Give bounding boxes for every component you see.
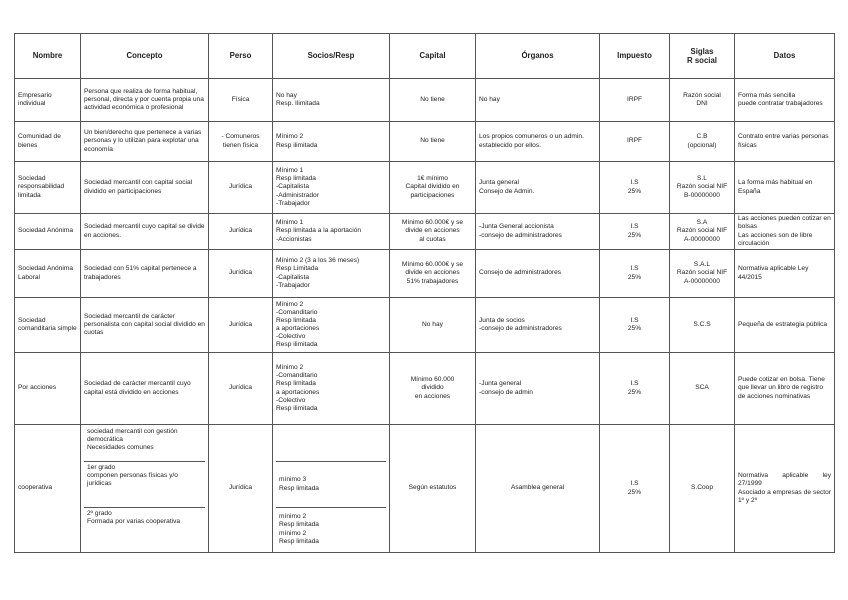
cell-line: 25% (627, 325, 642, 332)
cell-siglas: S.Coop (670, 425, 735, 553)
cell-line: Resp limitada (279, 521, 319, 529)
cell-line: La forma más habitual en España (738, 179, 813, 195)
cell-line: Resp. Ilimitada (276, 100, 320, 107)
cell-line: IRPF (626, 137, 643, 145)
cell-line: -consejo de administradores (479, 325, 562, 332)
cell-nombre: Comunidad de bienes (15, 122, 81, 162)
cell-line: Normativa aplicable Ley 44/2015 (738, 265, 809, 281)
concepto-subcell (84, 426, 205, 462)
cell-line: a aportaciones (276, 325, 320, 332)
cell-line: Mínimo 1 (276, 167, 304, 175)
cell-line: Puede cotizar en bolsa. Tiene que llevar un libro de registro de acciones nominativas (738, 376, 825, 400)
cell-line: -Comanditario (276, 308, 318, 316)
cell-concepto (81, 425, 209, 553)
cell-organos (476, 214, 600, 250)
table-row (15, 250, 835, 298)
cell-socios (273, 250, 390, 298)
cell-line: -Capitalista (276, 273, 309, 281)
cell-siglas (670, 250, 735, 298)
cell-line: 25% (627, 231, 642, 239)
cell-socios (273, 298, 390, 353)
cell-line: (opcional) (687, 141, 717, 149)
cell-line: 51% trabajadores (406, 277, 459, 285)
cell-line: S.A.L (693, 261, 711, 269)
cell-line: -Junta general (479, 380, 522, 388)
cell-line: No tiene (420, 95, 445, 103)
cell-line: Razón social NIF (676, 183, 728, 191)
cell-line: Formada por varias cooperativa (87, 518, 181, 526)
cell-capital (390, 79, 476, 122)
cell-line: I.S (630, 380, 639, 388)
cell-nombre: Sociedad responsabilidad limitada (15, 162, 81, 214)
cell-perso: Jurídica (209, 250, 273, 298)
cell-socios (273, 425, 390, 553)
cell-line: Mínimo 60.000€ y se (401, 261, 464, 269)
cell-line: Mínimo 2 (3 a los 36 meses) (276, 257, 360, 265)
cell-line: 25% (627, 187, 642, 195)
cell-line: Las acciones son de libre circulación (738, 231, 813, 247)
cell-line: Forma más sencilla (738, 91, 796, 99)
cell-line: I.S (630, 179, 639, 187)
cell-perso: Física (209, 79, 273, 122)
cell-line: 25% (627, 488, 642, 496)
cell-organos (476, 162, 600, 214)
cell-perso: Jurídica (209, 298, 273, 353)
cell-line: 25% (627, 388, 642, 396)
table-row (15, 353, 835, 425)
cell-line: Los propios comuneros o un admin. establecido por ellos. (479, 133, 584, 149)
cell-line: Las acciones pueden cotizar en bolsas (738, 215, 831, 231)
cell-line: No hay (276, 91, 297, 99)
cell-datos (735, 122, 835, 162)
table-row (15, 122, 835, 162)
cell-line: Resp limitada a la aportación (276, 227, 362, 235)
cell-line: Resp limitada (276, 175, 316, 183)
cell-capital (390, 122, 476, 162)
cell-capital (390, 214, 476, 250)
cell-line: 1er grado (87, 464, 116, 471)
cell-concepto: Un bien/derecho que pertenece a varias personas y lo utilizan para explotar una economía (81, 122, 209, 162)
cell-line: Necesidades comunes (87, 444, 154, 452)
cell-line: Capital dividido en (405, 183, 460, 191)
cell-nombre: Por acciones (15, 353, 81, 425)
cell-line: Resp Limitada (276, 265, 319, 273)
socios-subcell (276, 426, 386, 462)
cell-line: componen personas físicas y/o jurídicas (87, 472, 178, 488)
cell-line: Resp ilimitada (276, 341, 318, 349)
cell-datos (735, 298, 835, 353)
cell-nombre: Sociedad comanditaria simple (15, 298, 81, 353)
cell-line: SCA (695, 384, 709, 392)
cell-socios (273, 214, 390, 250)
cell-line: mínimo 2 (279, 513, 307, 521)
column-header: Concepto (81, 34, 209, 79)
cell-siglas (670, 122, 735, 162)
cell-line: divide en acciones (405, 269, 460, 277)
cell-nombre: Sociedad Anónima (15, 214, 81, 250)
cell-line: -Comanditario (276, 372, 318, 380)
cell-organos: Asamblea general (476, 425, 600, 553)
cell-datos (735, 353, 835, 425)
cell-organos (476, 298, 600, 353)
cell-line: 2º grado (87, 510, 112, 517)
cell-line: -Accionistas (276, 235, 312, 243)
cell-line: 1€ mínimo (417, 175, 448, 183)
cell-line: Junta general (479, 179, 519, 187)
cell-datos (735, 79, 835, 122)
cell-organos (476, 122, 600, 162)
cell-line: Razón social (683, 91, 721, 99)
cell-impuesto (600, 425, 670, 553)
table-row (15, 162, 835, 214)
cell-capital (390, 298, 476, 353)
cell-line: -Junta General accionista (479, 223, 554, 231)
cell-line: No hay (479, 95, 500, 103)
cell-line: S.C.S (693, 320, 711, 328)
cell-line: -Trabajador (276, 281, 310, 289)
cell-line: No tiene (420, 137, 445, 145)
cell-line: B-00000000 (684, 191, 720, 199)
cell-datos (735, 425, 835, 553)
cell-line: Normativa aplicable ley 27/1999 (738, 472, 831, 488)
socios-subcell (276, 508, 386, 551)
cell-line: I.S (630, 223, 639, 231)
cell-line: Mínimo 60.000 (410, 376, 455, 384)
cell-line: Mínimo 2 (276, 300, 304, 308)
cell-organos (476, 250, 600, 298)
cell-line: dividido (421, 384, 444, 392)
cell-line: mínimo 3 (279, 476, 307, 484)
cell-nombre: cooperativa (15, 425, 81, 553)
cell-impuesto (600, 214, 670, 250)
column-header (670, 34, 735, 79)
table-header (15, 34, 835, 79)
table-row-cooperativa (15, 425, 835, 553)
cell-line: Razón social NIF (676, 269, 728, 277)
cell-organos (476, 353, 600, 425)
cell-socios (273, 353, 390, 425)
cell-line: -consejo de administradores (479, 231, 562, 239)
cell-line: divide en acciones (405, 227, 460, 235)
column-header: Datos (735, 34, 835, 79)
cell-nombre: Sociedad Anónima Laboral (15, 250, 81, 298)
cell-line: -Colectivo (276, 396, 306, 404)
cell-line: Resp limitada (276, 380, 316, 388)
table-body (15, 79, 835, 553)
cell-concepto: Sociedad de carácter mercantil cuyo capital está dividido en acciones (81, 353, 209, 425)
column-header-line: Siglas (690, 46, 714, 56)
cell-line: Resp limitada (279, 484, 319, 492)
cell-impuesto (600, 250, 670, 298)
cell-datos (735, 162, 835, 214)
cell-line: I.S (630, 265, 639, 273)
cell-siglas (670, 162, 735, 214)
column-header: Nombre (15, 34, 81, 79)
cell-line: Resp ilimitada (276, 141, 318, 149)
cell-siglas (670, 79, 735, 122)
cell-line: Resp ilimitada (276, 404, 318, 412)
cell-capital: Según estatutos (390, 425, 476, 553)
column-header: Perso (209, 34, 273, 79)
cell-line: Pequeña de estrategia pública (738, 320, 828, 328)
cell-line: No hay (422, 320, 443, 328)
cell-organos (476, 79, 600, 122)
cell-line: IRPF (626, 95, 643, 103)
cell-siglas (670, 353, 735, 425)
table-row (15, 79, 835, 122)
cell-line: -Colectivo (276, 333, 306, 341)
cell-line: A-00000000 (684, 277, 720, 285)
cell-line: Consejo de administradores (479, 269, 562, 277)
cell-impuesto (600, 122, 670, 162)
cell-line: al cuotas (419, 235, 446, 243)
column-header: Capital (390, 34, 476, 79)
cell-socios (273, 79, 390, 122)
cell-capital (390, 250, 476, 298)
cell-siglas (670, 214, 735, 250)
cell-line: Resp limitada (276, 316, 316, 324)
cell-line: a aportaciones (276, 388, 320, 396)
cell-line: Contrato entre varias personas físicas (738, 133, 829, 149)
cell-socios (273, 122, 390, 162)
cell-line: DNI (696, 100, 708, 107)
cell-line: Mínimo 60.000€ y se (401, 219, 464, 227)
cell-impuesto (600, 162, 670, 214)
table-row (15, 298, 835, 353)
cell-line: I.S (630, 316, 639, 324)
cell-perso: Jurídica (209, 162, 273, 214)
cell-capital (390, 162, 476, 214)
cell-line: -consejo de admin (479, 388, 533, 396)
cell-datos (735, 214, 835, 250)
cell-line: C.B (696, 133, 708, 141)
cell-perso: Jurídica (209, 353, 273, 425)
column-header: Órganos (476, 34, 600, 79)
cell-line: -Capitalista (276, 183, 309, 191)
cell-perso: - Comuneros tienen física (209, 122, 273, 162)
cell-line: puede contratar trabajadores (738, 100, 823, 107)
column-header: Socios/Resp (273, 34, 390, 79)
concepto-subcell (84, 462, 205, 508)
cell-concepto: Sociedad mercantil cuyo capital se divide en acciones. (81, 214, 209, 250)
cell-line: 25% (627, 273, 642, 281)
cell-line: -Administrador (276, 191, 319, 199)
cell-line: sociedad mercantil con gestión democrática (87, 428, 178, 444)
cell-line: S.A (696, 219, 708, 227)
cell-line: Mínimo 1 (276, 219, 304, 227)
cell-line: -Trabajador (276, 199, 310, 207)
cell-line: Razón social NIF (676, 227, 728, 235)
cell-nombre: Empresario individual (15, 79, 81, 122)
cell-concepto: Persona que realiza de forma habitual, personal, directa y por cuenta propia una actividad económica o profesional (81, 79, 209, 122)
cell-line: Mínimo 2 (276, 364, 304, 372)
cell-siglas (670, 298, 735, 353)
cell-impuesto (600, 298, 670, 353)
cell-perso: Jurídica (209, 425, 273, 553)
cell-line: mínimo 2 (279, 529, 307, 537)
cell-line: I.S (630, 480, 639, 488)
cell-line: Asociado a empresas de sector 1º y 2º (738, 488, 831, 504)
cell-concepto: Sociedad mercantil de carácter personalista con capital social dividido en cuotas (81, 298, 209, 353)
cell-capital (390, 353, 476, 425)
cell-concepto: Sociedad mercantil con capital social dividido en participaciones (81, 162, 209, 214)
cell-perso: Jurídica (209, 214, 273, 250)
cell-impuesto (600, 79, 670, 122)
socios-subcell (276, 462, 386, 508)
cell-concepto: Sociedad con 51% capital pertenece a trabajadores (81, 250, 209, 298)
column-header-line: R social (687, 56, 717, 65)
cell-impuesto (600, 353, 670, 425)
cell-line: S.L (697, 175, 707, 183)
concepto-subcell (84, 508, 205, 551)
cell-line: Junta de socios (479, 316, 525, 324)
cell-socios (273, 162, 390, 214)
cell-line: Mínimo 2 (276, 133, 304, 141)
cell-line: en acciones (414, 392, 451, 400)
table-row (15, 214, 835, 250)
cell-line: Resp limitada (279, 537, 319, 545)
companies-table (14, 33, 835, 553)
cell-line: participaciones (410, 191, 455, 199)
cell-datos (735, 250, 835, 298)
cell-line: Consejo de Admin. (479, 187, 535, 195)
cell-line: A-00000000 (684, 235, 720, 243)
column-header: Impuesto (600, 34, 670, 79)
